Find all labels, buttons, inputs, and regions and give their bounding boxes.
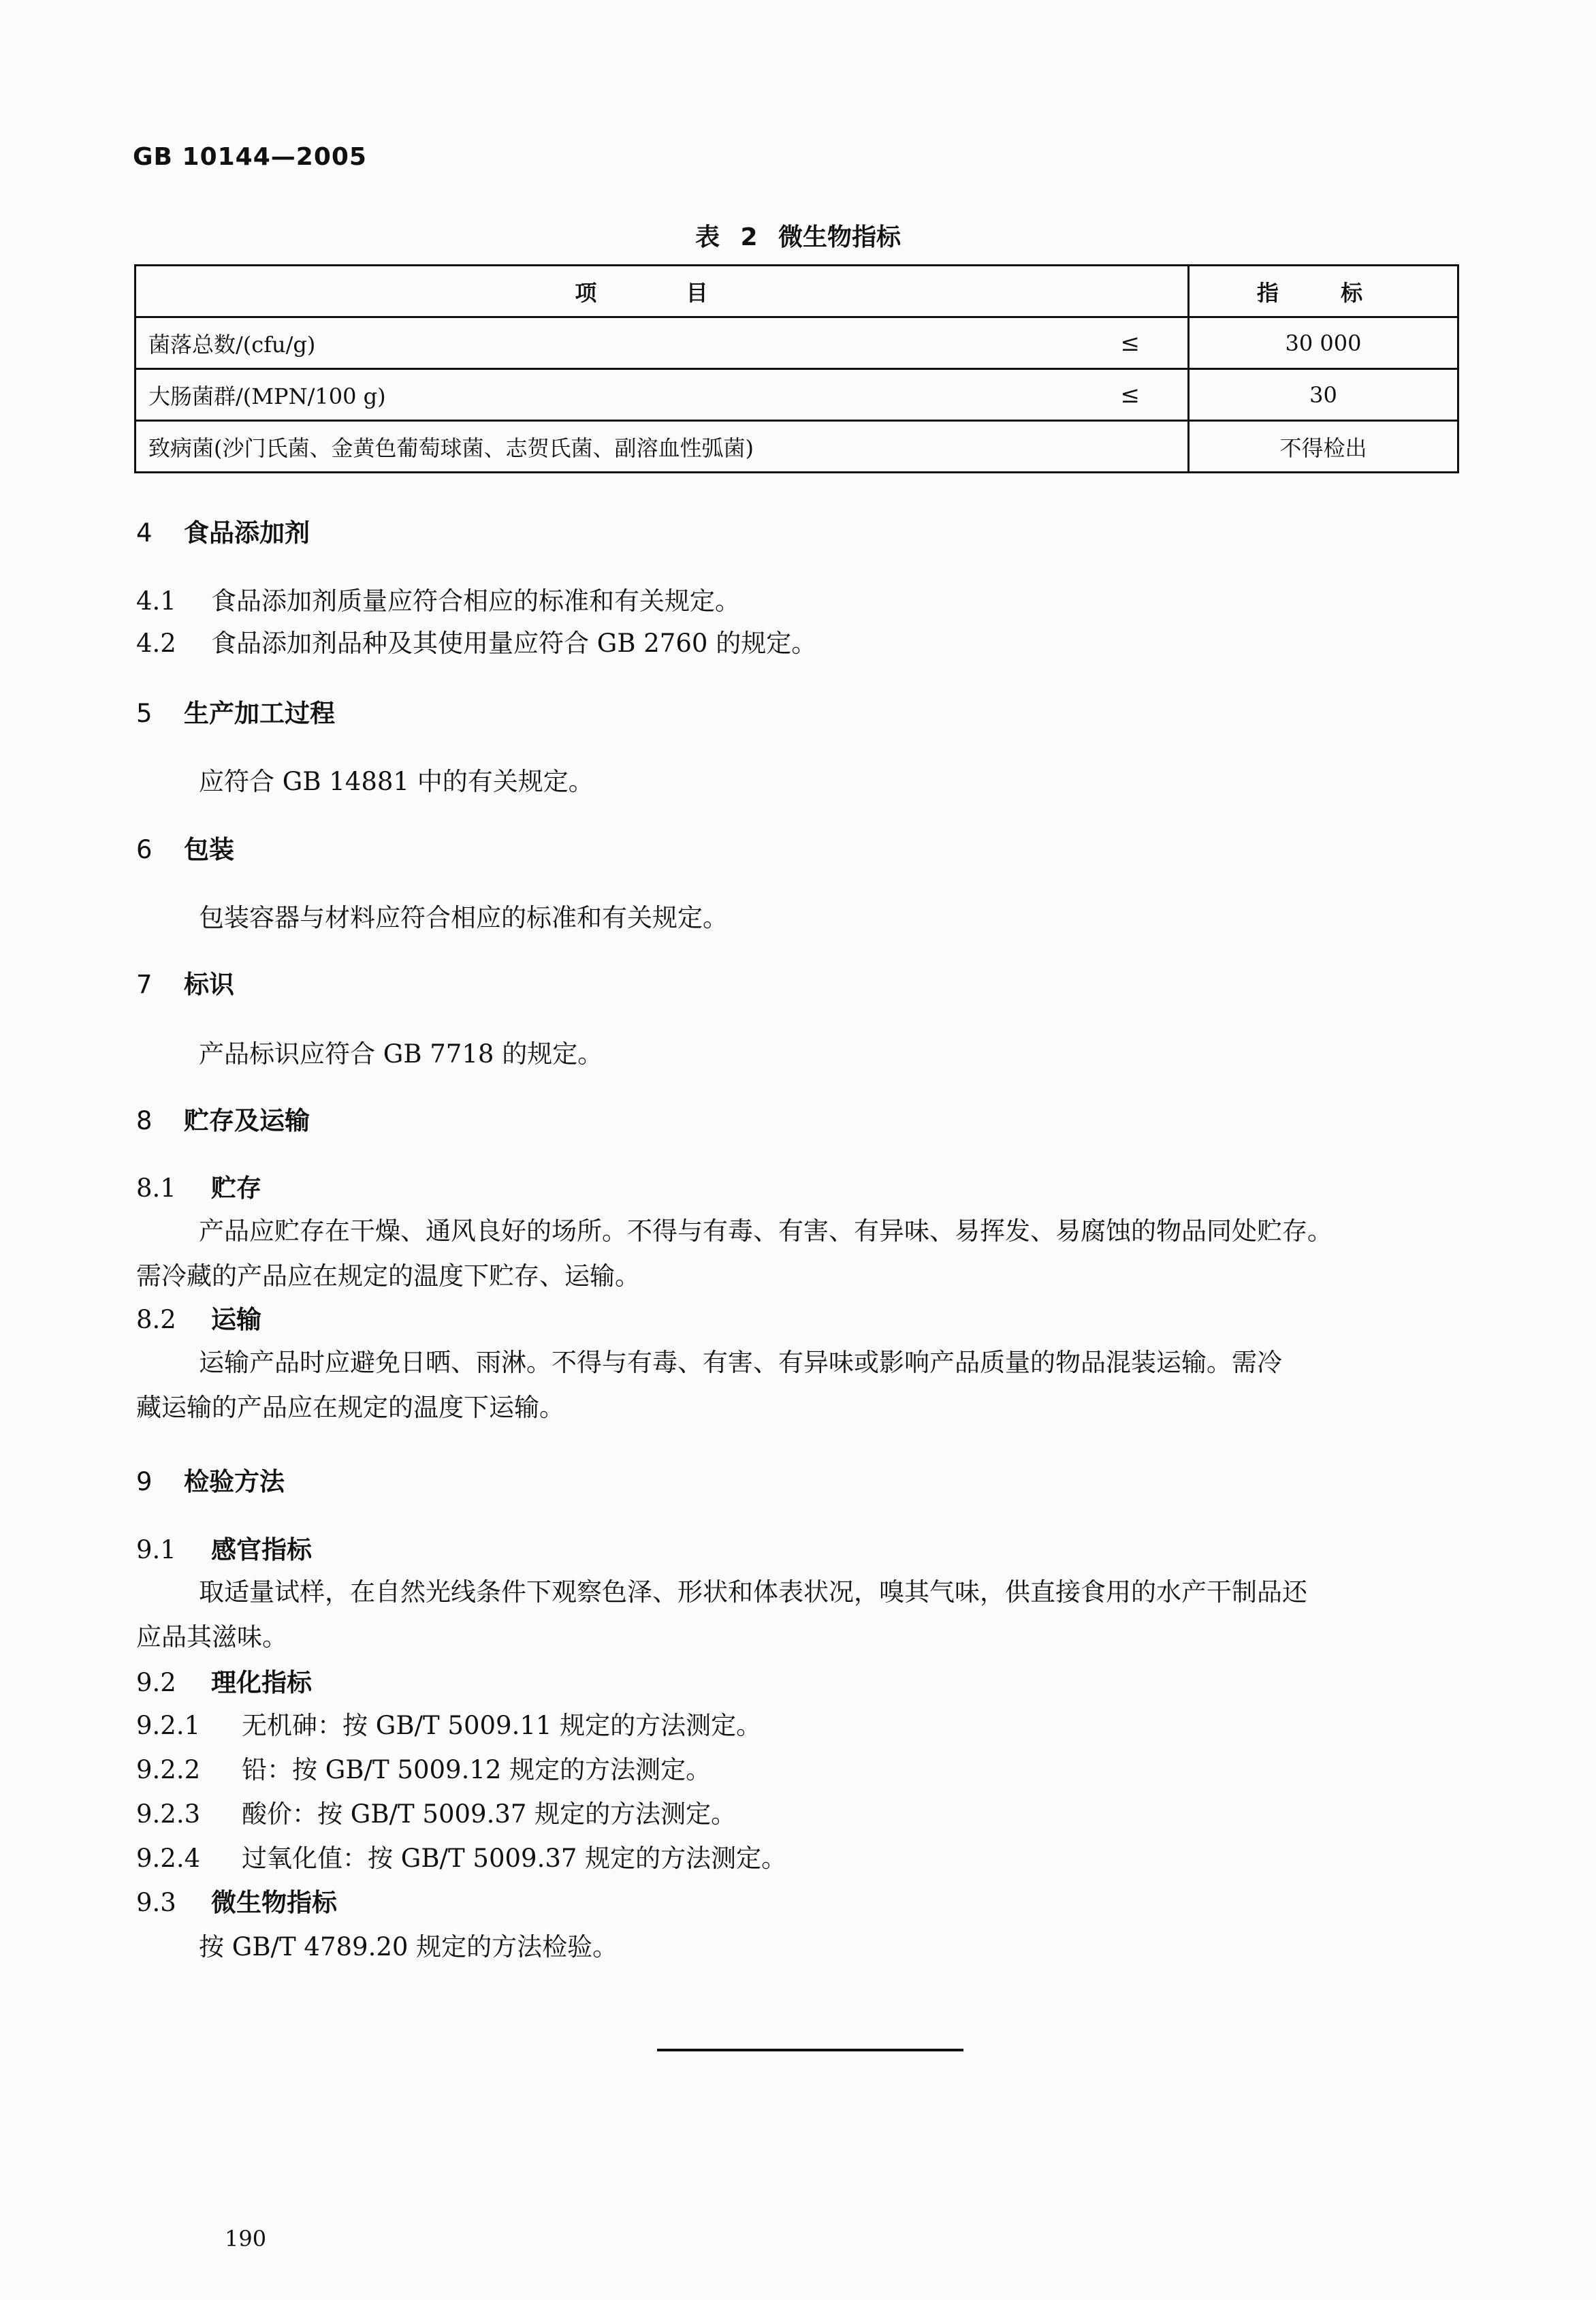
row-value: 不得检出 (1189, 421, 1458, 473)
paragraph: 包装容器与材料应符合相应的标准和有关规定。 (199, 903, 728, 932)
subsection-heading: 9.1 感官指标 (136, 1535, 312, 1564)
subsection-heading: 8.1 贮存 (136, 1173, 261, 1203)
table-row (135, 317, 1458, 369)
paragraph: 运输产品时应避免日晒、雨淋。不得与有毒、有害、有异味或影响产品质量的物品混装运输。需冷 藏运输的产品应在规定的温度下运输。 (136, 1348, 1282, 1422)
row-value: 30 000 (1189, 317, 1458, 369)
row-operator: ≤ (1120, 381, 1140, 409)
paragraph: 取适量试样，在自然光线条件下观察色泽、形状和体表状况，嗅其气味，供直接食用的水产干制品还 应品其滋味。 (136, 1577, 1307, 1652)
paragraph: 产品应贮存在干燥、通风良好的场所。不得与有毒、有害、有异味、易挥发、易腐蚀的物品同处贮存。 需冷藏的产品应在规定的温度下贮存、运输。 (136, 1216, 1332, 1291)
clause: 9.2.3 酸价：按 GB/T 5009.37 规定的方法测定。 (136, 1799, 737, 1829)
header-value: 指 标 (1189, 266, 1458, 317)
clause: 4.2 食品添加剂品种及其使用量应符合 GB 2760 的规定。 (136, 629, 817, 658)
section-heading: 9 检验方法 (136, 1467, 285, 1496)
standard-number: GB 10144—2005 (133, 143, 367, 171)
microbial-indicator-table (134, 264, 1459, 473)
table-header-row (135, 266, 1458, 317)
row-item: 大肠菌群/(MPN/100 g) (148, 383, 386, 409)
subsection-heading: 9.3 微生物指标 (136, 1888, 337, 1917)
table-row (135, 421, 1458, 473)
clause: 9.2.4 过氧化值：按 GB/T 5009.37 规定的方法测定。 (136, 1844, 787, 1873)
subsection-heading: 8.2 运输 (136, 1305, 261, 1334)
header-item: 项 目 (135, 266, 1189, 317)
section-heading: 6 包装 (136, 835, 234, 864)
paragraph: 按 GB/T 4789.20 规定的方法检验。 (199, 1932, 618, 1962)
clause: 9.2.2 铅：按 GB/T 5009.12 规定的方法测定。 (136, 1755, 712, 1784)
clause: 4.1 食品添加剂质量应符合相应的标准和有关规定。 (136, 586, 740, 616)
row-item: 致病菌(沙门氏菌、金黄色葡萄球菌、志贺氏菌、副溶血性弧菌) (148, 435, 754, 461)
row-value: 30 (1189, 369, 1458, 421)
row-operator: ≤ (1120, 329, 1140, 357)
clause: 9.2.1 无机砷：按 GB/T 5009.11 规定的方法测定。 (136, 1711, 762, 1740)
table-title: 表 2 微生物指标 (695, 223, 901, 251)
page-number: 190 (225, 2226, 267, 2252)
section-heading: 4 食品添加剂 (136, 518, 310, 548)
row-item: 菌落总数/(cfu/g) (148, 331, 316, 358)
section-heading: 7 标识 (136, 970, 234, 999)
end-rule (657, 2049, 963, 2051)
paragraph: 应符合 GB 14881 中的有关规定。 (199, 767, 594, 796)
table-row (135, 369, 1458, 421)
section-heading: 8 贮存及运输 (136, 1106, 310, 1135)
subsection-heading: 9.2 理化指标 (136, 1668, 312, 1697)
section-heading: 5 生产加工过程 (136, 699, 335, 728)
paragraph: 产品标识应符合 GB 7718 的规定。 (199, 1039, 603, 1069)
